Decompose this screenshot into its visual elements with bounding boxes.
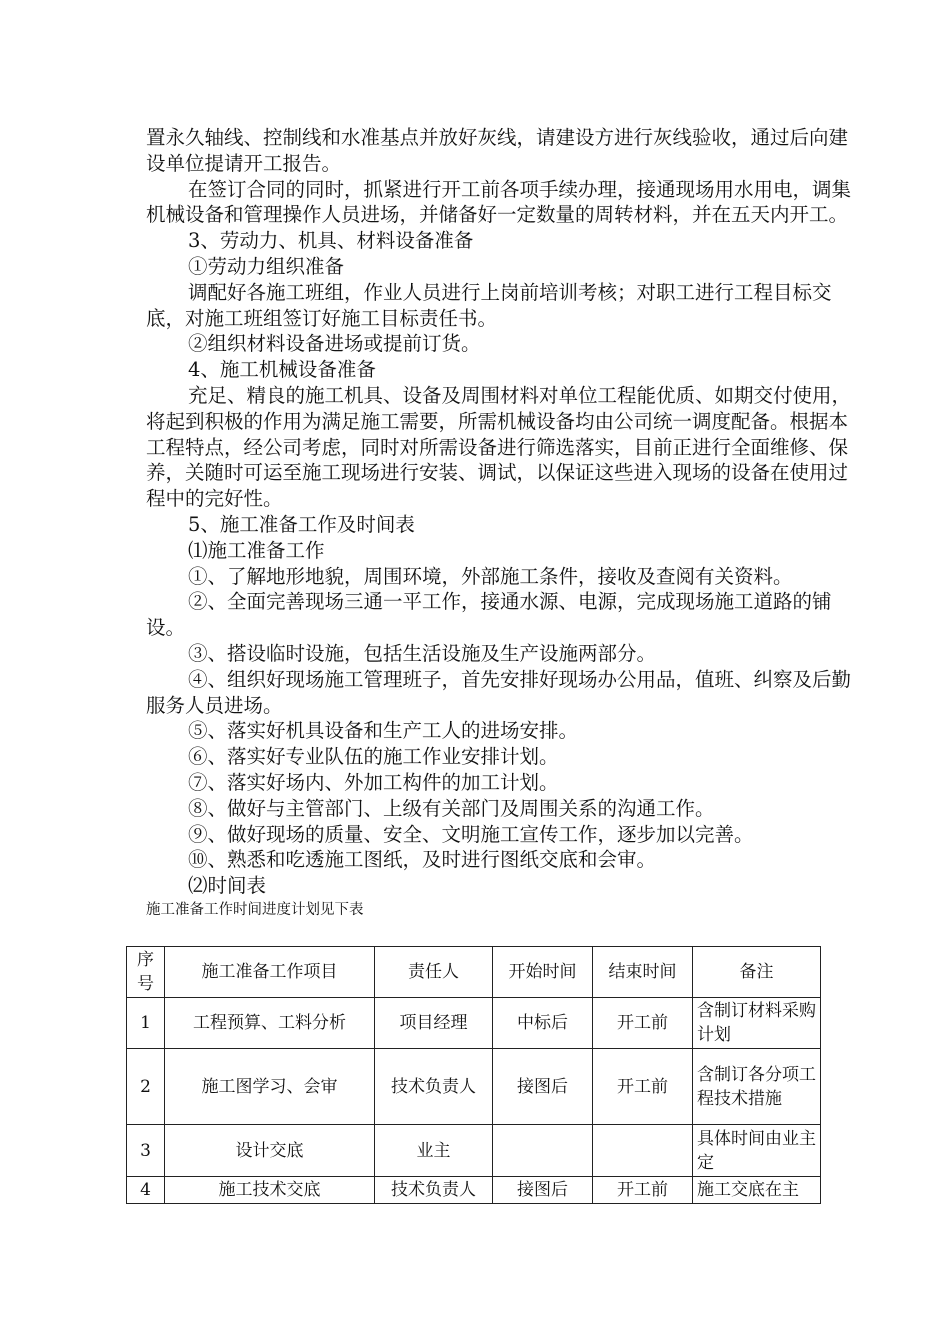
list-item: ⑥、落实好专业队伍的施工作业安排计划。 — [188, 745, 559, 769]
table-cell: 含制订材料采购计划 — [693, 998, 821, 1049]
table-cell: 接图后 — [493, 1049, 593, 1125]
section-heading: 4、施工机械设备准备 — [188, 358, 376, 382]
document-body — [146, 125, 858, 922]
table-row — [127, 1125, 821, 1177]
table-cell: 开工前 — [593, 1177, 693, 1204]
list-item: ⑨、做好现场的质量、安全、文明施工宣传工作，逐步加以完善。 — [188, 822, 754, 846]
table-cell: 技术负责人 — [375, 1049, 493, 1125]
table-header-row — [127, 947, 821, 998]
list-item: ④、组织好现场施工管理班子，首先安排好现场办公用品，值班、纠察及后勤服务人员进场。 — [146, 667, 852, 717]
table-cell: 2 — [127, 1049, 165, 1125]
table-cell: 施工交底在主 — [693, 1177, 821, 1204]
table-cell: 工程预算、工料分析 — [165, 998, 375, 1049]
table-cell: 开工前 — [593, 998, 693, 1049]
table-cell: 开工前 — [593, 1049, 693, 1125]
table-row — [127, 998, 821, 1049]
header-cell: 施工准备工作项目 — [165, 947, 375, 998]
table-cell: 1 — [127, 998, 165, 1049]
paragraph: 置永久轴线、控制线和水准基点并放好灰线，请建设方进行灰线验收，通过后向建设单位提请开工报告。 — [146, 126, 849, 175]
header-cell: 备注 — [693, 947, 821, 998]
table-cell: 设计交底 — [165, 1125, 375, 1177]
header-cell: 责任人 — [375, 947, 493, 998]
table-cell: 项目经理 — [375, 998, 493, 1049]
table-cell: 含制订各分项工程技术措施 — [693, 1049, 821, 1125]
table-cell: 接图后 — [493, 1177, 593, 1204]
table-cell: 业主 — [375, 1125, 493, 1177]
list-item: ⑧、做好与主管部门、上级有关部门及周围关系的沟通工作。 — [188, 796, 715, 820]
list-item: ⑤、落实好机具设备和生产工人的进场安排。 — [188, 719, 579, 743]
list-item: ⑦、落实好场内、外加工构件的加工计划。 — [188, 770, 559, 794]
schedule-table — [126, 946, 821, 1204]
header-cell: 序号 — [127, 947, 165, 998]
header-cell: 开始时间 — [493, 947, 593, 998]
subsection-heading: ⑴施工准备工作 — [188, 538, 325, 562]
section-heading: 3、劳动力、机具、材料设备准备 — [188, 229, 474, 253]
table-cell — [493, 1125, 593, 1177]
list-item: ②、全面完善现场三通一平工作，接通水源、电源，完成现场施工道路的铺设。 — [146, 590, 832, 640]
table-cell: 施工图学习、会审 — [165, 1049, 375, 1125]
table-row — [127, 1177, 821, 1204]
section-heading: 5、施工准备工作及时间表 — [188, 512, 415, 536]
header-cell: 结束时间 — [593, 947, 693, 998]
list-item: ①、了解地形地貌，周围环境，外部施工条件，接收及查阅有关资料。 — [188, 564, 793, 588]
table-caption: 施工准备工作时间进度计划见下表 — [146, 901, 364, 918]
table-cell: 3 — [127, 1125, 165, 1177]
table-cell: 具体时间由业主定 — [693, 1125, 821, 1177]
table-cell — [593, 1125, 693, 1177]
list-item: ③、搭设临时设施，包括生活设施及生产设施两部分。 — [188, 641, 657, 665]
list-item: ⑩、熟悉和吃透施工图纸，及时进行图纸交底和会审。 — [188, 848, 657, 872]
paragraph: 充足、精良的施工机具、设备及周围材料对单位工程能优质、如期交付使用，将起到积极的作用为满足施工需要，所需机械设备均由公司统一调度配备。根据本工程特点，经公司考虑，同时对所需设备进行筛选落实，目前正进行全面维修、保养，关随时可运至施工现场进行安装、调试，以保证这些进入现场的设备在使用过程中的完好性。 — [146, 383, 852, 511]
table-cell: 施工技术交底 — [165, 1177, 375, 1204]
subsection-heading: ①劳动力组织准备 — [188, 254, 345, 278]
paragraph: 在签订合同的同时，抓紧进行开工前各项手续办理，接通现场用水用电，调集机械设备和管理操作人员进场，并储备好一定数量的周转材料，并在五天内开工。 — [146, 177, 852, 227]
table-row — [127, 1049, 821, 1125]
paragraph: ②组织材料设备进场或提前订货。 — [188, 332, 481, 356]
subsection-heading: ⑵时间表 — [188, 874, 267, 898]
table-cell: 4 — [127, 1177, 165, 1204]
table-cell: 技术负责人 — [375, 1177, 493, 1204]
paragraph: 调配好各施工班组，作业人员进行上岗前培训考核；对职工进行工程目标交底，对施工班组签订好施工目标责任书。 — [146, 280, 832, 330]
table-cell: 中标后 — [493, 998, 593, 1049]
